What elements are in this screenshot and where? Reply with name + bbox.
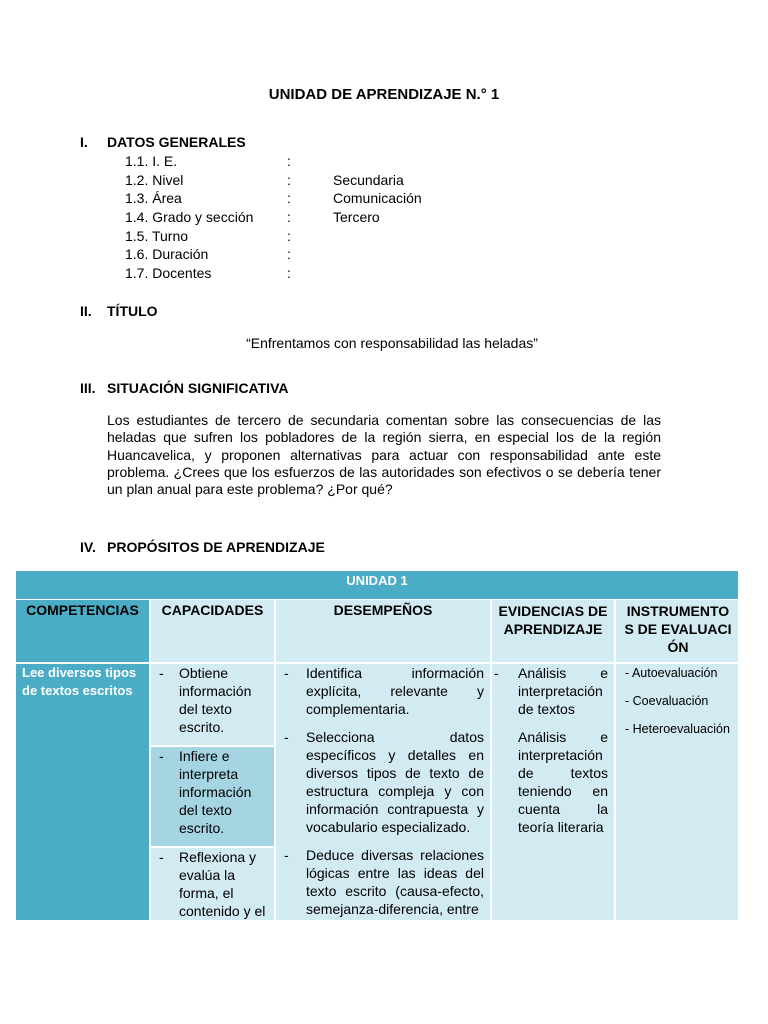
evidencia-text: Análisis e interpretación de textos teniendo en cuenta la teoría literaria	[518, 729, 608, 835]
desempeno-text: Deduce diversas relaciones lógicas entre las ideas del texto escrito (causa-efecto, semejanza-diferencia, entre	[306, 847, 484, 917]
section-label: TÍTULO	[107, 303, 158, 319]
section-propositos	[80, 539, 380, 557]
document-title: UNIDAD DE APRENDIZAJE N.° 1	[268, 86, 500, 103]
datos-label: 1.2. Nivel	[125, 172, 184, 188]
datos-separator: :	[287, 172, 291, 188]
header-instrumentos: INSTRUMENTOS DE EVALUACIÓN	[616, 600, 738, 662]
header-evidencias: EVIDENCIAS DE APRENDIZAJE	[492, 600, 614, 662]
datos-label: 1.7. Docentes	[125, 265, 212, 281]
datos-separator: :	[287, 209, 291, 225]
capacidad-item	[159, 848, 267, 920]
bullet-dash: -	[284, 729, 289, 745]
capacidad-text: Infiere e interpreta información del texto escrito.	[179, 748, 252, 836]
datos-value: Comunicación	[333, 190, 422, 206]
capacidad-item	[159, 747, 267, 837]
bullet-dash: -	[284, 847, 289, 863]
section-number: III.	[80, 380, 96, 396]
instrumento-item: - Coevaluación	[625, 694, 709, 708]
section-number: II.	[80, 303, 92, 319]
datos-separator: :	[287, 153, 291, 169]
desempeno-item	[284, 728, 484, 836]
situacion-paragraph: Los estudiantes de tercero de secundaria comentan sobre las consecuencias de las heladas que sufren los pobladores de la región sierra, en especial los de la región Huancavelica, y proponen alternativas para actuar con responsabilidad ante este problema. ¿Crees que los esfuerzos de las autoridades son efectivos o se debería tener un plan anual para este problema? ¿Por qué?	[107, 412, 661, 498]
evidencias-cell	[492, 664, 614, 920]
header-competencias: COMPETENCIAS	[16, 600, 149, 662]
bullet-dash: -	[494, 665, 499, 681]
instrumentos-cell	[616, 664, 738, 920]
datos-separator: :	[287, 246, 291, 262]
evidencia-item	[518, 728, 608, 836]
instrumento-item: - Autoevaluación	[625, 666, 718, 680]
capacidad-cell	[151, 664, 274, 745]
datos-label: 1.1. I. E.	[125, 153, 178, 169]
datos-value: Secundaria	[333, 172, 404, 188]
capacidad-text: Obtiene información del texto escrito.	[179, 665, 252, 735]
datos-separator: :	[287, 228, 291, 244]
evidencia-item	[494, 664, 608, 718]
capacidad-cell	[151, 848, 274, 920]
section-label: DATOS GENERALES	[107, 134, 246, 150]
unit-title-quote: “Enfrentamos con responsabilidad las heladas”	[246, 335, 538, 351]
datos-label: 1.3. Área	[125, 190, 182, 206]
bullet-dash: -	[159, 748, 164, 764]
evidencia-text: Análisis e interpretación de textos	[518, 665, 608, 717]
datos-label: 1.4. Grado y sección	[125, 209, 254, 225]
datos-label: 1.6. Duración	[125, 246, 209, 262]
unit-header: UNIDAD 1	[16, 571, 738, 599]
section-datos-generales	[80, 134, 380, 152]
section-label: PROPÓSITOS DE APRENDIZAJE	[107, 539, 325, 555]
capacidad-text: Reflexiona y evalúa la forma, el contenido y el	[179, 849, 266, 919]
section-number: IV.	[80, 539, 96, 555]
competencia-cell: Lee diversos tipos de textos escritos	[16, 664, 149, 920]
bullet-dash: -	[159, 849, 164, 865]
datos-separator: :	[287, 190, 291, 206]
bullet-dash: -	[284, 665, 289, 681]
desempenos-cell	[276, 664, 490, 920]
header-capacidades: CAPACIDADES	[151, 600, 274, 662]
desempeno-text: Identifica información explícita, relevante y complementaria.	[306, 665, 484, 717]
bullet-dash: -	[159, 665, 164, 681]
datos-value: Tercero	[333, 209, 380, 225]
datos-label: 1.5. Turno	[125, 228, 189, 244]
section-label: SITUACIÓN SIGNIFICATIVA	[107, 380, 289, 396]
section-titulo	[80, 303, 380, 321]
capacidad-cell-highlight	[151, 747, 274, 846]
section-situacion	[80, 380, 380, 398]
desempeno-item	[284, 664, 484, 718]
header-desempenos: DESEMPEÑOS	[276, 600, 490, 662]
desempeno-item	[284, 846, 484, 918]
capacidad-item	[159, 664, 267, 736]
propositos-table	[16, 571, 738, 920]
datos-separator: :	[287, 265, 291, 281]
desempeno-text: Selecciona datos específicos y detalles en diversos tipos de texto de estructura compleja y con información contrapuesta y vocabulario especializado.	[306, 729, 484, 835]
section-number: I.	[80, 134, 88, 150]
instrumento-item: - Heteroevaluación	[625, 722, 730, 736]
